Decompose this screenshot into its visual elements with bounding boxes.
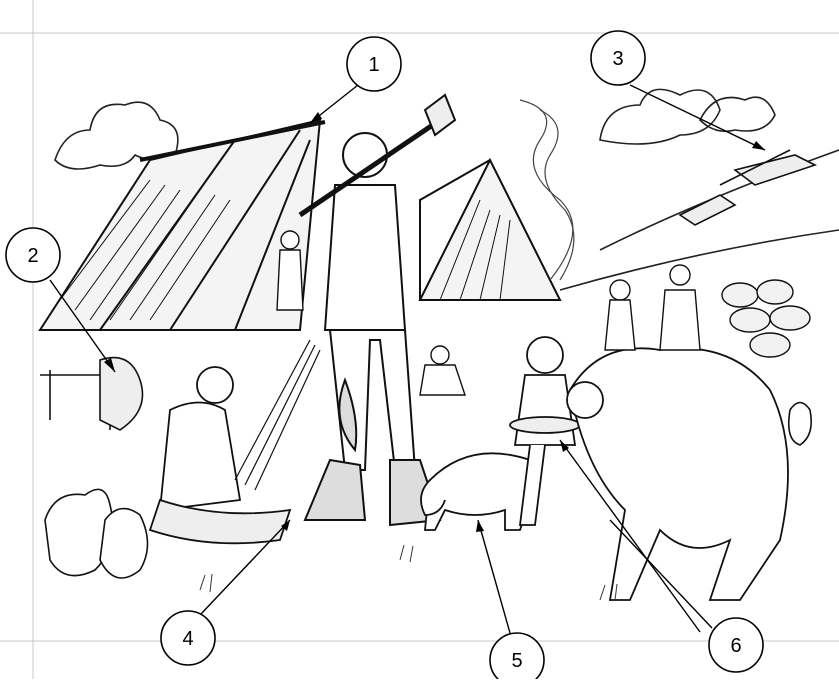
bending-woman: [567, 348, 788, 600]
callout-3: [591, 31, 645, 85]
ground-grass: [200, 545, 617, 600]
stacked-pots: [722, 280, 810, 357]
callout-6: [709, 618, 763, 672]
man-with-axe: [300, 95, 455, 525]
long-house-right: [420, 160, 560, 300]
callout-1: [347, 37, 401, 91]
callout-label: 3: [612, 48, 624, 70]
drying-rack: [40, 358, 143, 431]
callout-label: 5: [511, 650, 523, 672]
callout-4: [161, 611, 215, 665]
callout-5: [490, 633, 544, 679]
callout-label: 6: [730, 635, 742, 657]
callout-label: 4: [182, 628, 194, 650]
basket-weaver: [150, 340, 320, 543]
callout-label: 1: [368, 54, 380, 76]
callout-label: 2: [27, 245, 39, 267]
plough-on-hill: [680, 150, 815, 225]
callout-2: [6, 228, 60, 282]
